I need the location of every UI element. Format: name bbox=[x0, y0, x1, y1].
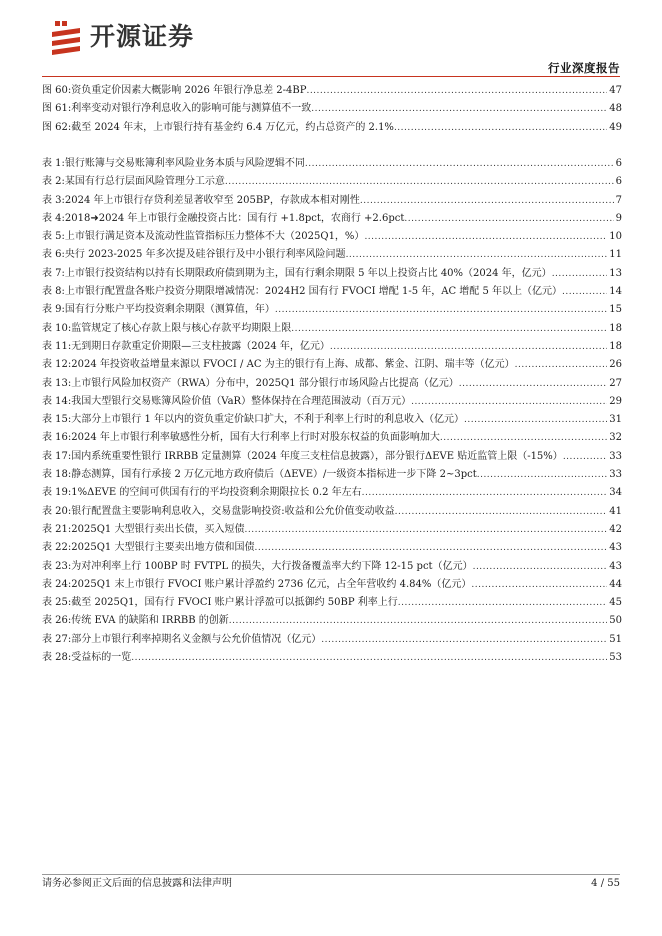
entry-page: 33 bbox=[609, 469, 622, 481]
entry-title: 央行 2023-2025 年多次提及硅谷银行及中小银行利率风险问题 bbox=[64, 249, 346, 261]
page-header bbox=[0, 0, 662, 78]
brand-name: 开源证券 bbox=[90, 22, 195, 51]
table-entry[interactable] bbox=[42, 466, 622, 484]
dot-leader bbox=[131, 649, 607, 667]
entry-page: 29 bbox=[609, 395, 622, 407]
dot-leader bbox=[275, 301, 607, 319]
entry-page: 27 bbox=[609, 377, 622, 389]
entry-title: 2024 年上市银行利率敏感性分析，国有大行利率上行时对股东权益的负面影响加大 bbox=[71, 432, 440, 444]
dot-leader bbox=[305, 155, 614, 173]
dot-leader bbox=[254, 539, 607, 557]
entry-page: 42 bbox=[609, 523, 622, 535]
dot-leader bbox=[411, 393, 607, 411]
entry-page: 43 bbox=[609, 542, 622, 554]
entry-label: 图 61: bbox=[42, 103, 72, 115]
table-entry[interactable] bbox=[42, 429, 622, 447]
entry-title: 大部分上市银行 1 年以内的资负重定价缺口扩大，不利于利率上行时的利息收入（亿元） bbox=[71, 414, 465, 426]
entry-page: 44 bbox=[609, 578, 622, 590]
entry-title: 上市银行满足资本及流动性监管指标压力整体不大（2025Q1，%） bbox=[64, 231, 365, 243]
entry-label: 表 21: bbox=[42, 523, 72, 535]
table-entry[interactable] bbox=[42, 210, 622, 228]
dot-leader bbox=[471, 576, 607, 594]
dot-leader bbox=[552, 265, 608, 283]
entry-label: 表 2: bbox=[42, 176, 65, 188]
dot-leader bbox=[515, 356, 608, 374]
entry-page: 9 bbox=[615, 212, 622, 224]
entry-title: 传统 EVA 的缺陷和 IRRBB 的创新 bbox=[71, 615, 229, 627]
table-entry[interactable] bbox=[42, 576, 622, 594]
entry-label: 表 13: bbox=[42, 377, 72, 389]
dot-leader bbox=[360, 192, 614, 210]
dot-leader bbox=[229, 612, 607, 630]
entry-page: 53 bbox=[609, 652, 622, 664]
table-entry[interactable] bbox=[42, 246, 622, 264]
entry-page: 6 bbox=[615, 176, 622, 188]
entry-title: 2025Q1 末上市银行 FVOCI 账户累计浮盈约 2736 亿元，占全年营收约 4.84%（亿元） bbox=[71, 578, 472, 590]
table-entry[interactable] bbox=[42, 375, 622, 393]
entry-title: 国有行分账户平均投资剩余期限（测算值，年） bbox=[64, 304, 275, 316]
entry-label: 表 14: bbox=[42, 395, 72, 407]
entry-label: 表 9: bbox=[42, 304, 65, 316]
dot-leader bbox=[562, 283, 607, 301]
entry-title: 1%ΔEVE 的空间可供国有行的平均投资剩余期限拉长 0.2 年左右 bbox=[71, 487, 362, 499]
entry-page: 10 bbox=[609, 231, 622, 243]
table-entry[interactable] bbox=[42, 393, 622, 411]
dot-leader bbox=[311, 100, 607, 118]
entry-title: 利率变动对银行净利息收入的影响可能与测算值不一致 bbox=[71, 103, 312, 115]
figure-entry[interactable] bbox=[42, 82, 622, 100]
table-entry[interactable] bbox=[42, 228, 622, 246]
table-entry[interactable] bbox=[42, 283, 622, 301]
entry-title: 国内系统重要性银行 IRRBB 定量测算（2024 年度三支柱信息披露），部分银行ΔEVE 贴近监管上限（-15%） bbox=[71, 450, 563, 462]
table-entry[interactable] bbox=[42, 631, 622, 649]
entry-label: 表 7: bbox=[42, 267, 65, 279]
entry-title: 2025Q1 大型银行主要卖出地方债和国债 bbox=[71, 542, 255, 554]
table-entry[interactable] bbox=[42, 320, 622, 338]
entry-label: 表 16: bbox=[42, 432, 72, 444]
entry-title: 资负重定价因素大概影响 2026 年银行净息差 2-4BP bbox=[71, 85, 307, 96]
entry-label: 图 62: bbox=[42, 121, 72, 133]
entry-label: 表 6: bbox=[42, 249, 65, 261]
entry-label: 表 25: bbox=[42, 597, 72, 609]
entry-label: 表 28: bbox=[42, 652, 72, 664]
entry-title: 2024 年上市银行存贷利差显著收窄至 205BP，存款成本相对刚性 bbox=[64, 194, 360, 206]
footer-disclaimer: 请务必参阅正文后面的信息披露和法律声明 bbox=[42, 878, 232, 889]
table-entry[interactable] bbox=[42, 411, 622, 429]
entry-label: 表 18: bbox=[42, 469, 72, 481]
dot-leader bbox=[321, 631, 607, 649]
figure-entry[interactable] bbox=[42, 119, 622, 137]
table-entry[interactable] bbox=[42, 612, 622, 630]
entry-page: 41 bbox=[609, 505, 622, 517]
figure-entry[interactable] bbox=[42, 100, 622, 118]
entry-page: 34 bbox=[609, 487, 622, 499]
entry-title: 银行配置盘主要影响利息收入，交易盘影响投资:收益和公允价值变动收益 bbox=[71, 505, 395, 517]
dot-leader bbox=[563, 448, 607, 466]
table-entry[interactable] bbox=[42, 356, 622, 374]
dot-leader bbox=[306, 82, 607, 100]
report-type-label: 行业深度报告 bbox=[548, 61, 620, 75]
dot-leader bbox=[364, 228, 607, 246]
entry-title: 静态测算，国有行承接 2 万亿元地方政府债后（ΔEVE）/一级资本指标进一步下降 2~3pct bbox=[71, 469, 477, 481]
entry-title: 上市银行配置盘各账户投资分期限增减情况：2024H2 国有行 FVOCI 增配 1-5 年，AC 增配 5 年以上（亿元） bbox=[64, 286, 563, 298]
entry-title: 某国有行总行层面风险管理分工示意 bbox=[64, 176, 225, 188]
entry-title: 截至 2024 年末，上市银行持有基金约 6.4 万亿元，约占总资产的 2.1% bbox=[71, 121, 394, 133]
entry-title: 2025Q1 大型银行卖出长债，买入短债 bbox=[71, 523, 245, 535]
entry-label: 表 11: bbox=[42, 340, 72, 352]
entry-page: 49 bbox=[609, 121, 622, 133]
entry-page: 7 bbox=[615, 194, 622, 206]
brand-logo-icon bbox=[50, 18, 84, 58]
entry-page: 11 bbox=[609, 249, 622, 261]
table-entry[interactable] bbox=[42, 192, 622, 210]
entry-page: 13 bbox=[609, 267, 622, 279]
dot-leader bbox=[473, 558, 608, 576]
entry-page: 32 bbox=[609, 432, 622, 444]
entry-label: 表 23: bbox=[42, 560, 72, 572]
entry-title: 截至 2025Q1，国有行 FVOCI 账户累计浮盈可以抵御约 50BP 利率上行 bbox=[71, 597, 398, 609]
table-entry[interactable] bbox=[42, 155, 622, 173]
entry-label: 图 60: bbox=[42, 85, 72, 96]
entry-page: 18 bbox=[609, 322, 622, 334]
entry-label: 表 5: bbox=[42, 231, 65, 243]
entry-label: 表 3: bbox=[42, 194, 65, 206]
entry-title: 监管规定了核心存款上限与核心存款平均期限上限 bbox=[71, 322, 292, 334]
dot-leader bbox=[404, 210, 613, 228]
entry-page: 50 bbox=[609, 615, 622, 627]
table-entry[interactable] bbox=[42, 338, 622, 356]
table-entry[interactable] bbox=[42, 649, 622, 667]
dot-leader bbox=[330, 338, 607, 356]
dot-leader bbox=[362, 484, 608, 502]
entry-page: 45 bbox=[609, 597, 622, 609]
table-entry[interactable] bbox=[42, 558, 622, 576]
entry-page: 18 bbox=[609, 340, 622, 352]
page-number: 4 / 55 bbox=[591, 878, 620, 889]
dot-leader bbox=[346, 246, 608, 264]
header-divider bbox=[42, 76, 620, 77]
entry-title: 无到期日存款重定价期限—三支柱披露（2024 年，亿元） bbox=[71, 340, 330, 352]
dot-leader bbox=[395, 503, 608, 521]
dot-leader bbox=[464, 411, 607, 429]
entry-title: 2024 年投资收益增量来源以 FVOCI / AC 为主的银行有上海、成都、紫金、江阴、瑞丰等（亿元） bbox=[71, 359, 515, 371]
entry-label: 表 4: bbox=[42, 212, 65, 224]
entry-label: 表 1: bbox=[42, 158, 65, 169]
entry-label: 表 27: bbox=[42, 633, 72, 645]
entry-label: 表 19: bbox=[42, 487, 72, 499]
table-entry[interactable] bbox=[42, 265, 622, 283]
entry-page: 14 bbox=[609, 286, 622, 298]
entry-label: 表 26: bbox=[42, 615, 72, 627]
entry-title: 银行账簿与交易账簿利率风险业务本质与风险逻辑不同 bbox=[64, 158, 305, 169]
table-entry[interactable] bbox=[42, 539, 622, 557]
entry-title: 上市银行投资结构以持有长期限政府债到期为主，国有行剩余期限 5 年以上投资占比 40%（2024 年，亿元） bbox=[64, 267, 552, 279]
entry-page: 48 bbox=[609, 103, 622, 115]
footer-divider bbox=[42, 874, 620, 875]
table-entry[interactable] bbox=[42, 484, 622, 502]
entry-page: 6 bbox=[615, 158, 622, 169]
dot-leader bbox=[394, 119, 607, 137]
dot-leader bbox=[477, 466, 608, 484]
entry-label: 表 8: bbox=[42, 286, 65, 298]
table-list bbox=[42, 155, 622, 667]
dot-leader bbox=[244, 521, 607, 539]
entry-page: 33 bbox=[609, 450, 622, 462]
dot-leader bbox=[225, 173, 614, 191]
entry-label: 表 22: bbox=[42, 542, 72, 554]
entry-title: 上市银行风险加权资产（RWA）分布中，2025Q1 部分银行市场风险占比提高（亿元） bbox=[71, 377, 459, 389]
entry-label: 表 15: bbox=[42, 414, 72, 426]
table-entry[interactable] bbox=[42, 503, 622, 521]
entry-label: 表 10: bbox=[42, 322, 72, 334]
entry-page: 47 bbox=[609, 85, 622, 96]
entry-label: 表 12: bbox=[42, 359, 72, 371]
entry-label: 表 20: bbox=[42, 505, 72, 517]
entry-page: 15 bbox=[609, 304, 622, 316]
dot-leader bbox=[291, 320, 607, 338]
entry-page: 43 bbox=[609, 560, 622, 572]
dot-leader bbox=[440, 429, 607, 447]
entry-title: 部分上市银行利率掉期名义金额与公允价值情况（亿元） bbox=[71, 633, 322, 645]
entry-label: 表 17: bbox=[42, 450, 72, 462]
entry-label: 表 24: bbox=[42, 578, 72, 590]
table-entry[interactable] bbox=[42, 521, 622, 539]
dot-leader bbox=[398, 594, 607, 612]
table-entry[interactable] bbox=[42, 448, 622, 466]
entry-title: 受益标的一览 bbox=[71, 652, 132, 664]
entry-title: 我国大型银行交易账簿风险价值（VaR）整体保持在合理范围波动（百万元） bbox=[71, 395, 412, 407]
entry-page: 51 bbox=[609, 633, 622, 645]
dot-leader bbox=[459, 375, 607, 393]
figure-list bbox=[42, 82, 622, 137]
entry-page: 26 bbox=[609, 359, 622, 371]
table-entry[interactable] bbox=[42, 594, 622, 612]
table-entry[interactable] bbox=[42, 301, 622, 319]
brand-logo bbox=[50, 18, 250, 58]
table-entry[interactable] bbox=[42, 173, 622, 191]
entry-page: 31 bbox=[609, 414, 622, 426]
entry-title: 为对冲利率上行 100BP 时 FVTPL 的损失，大行拨备覆盖率大约下降 12-15 pct（亿元） bbox=[71, 560, 473, 572]
entry-title: 2018➜2024 年上市银行金融投资占比：国有行 +1.8pct，农商行 +2.6pct bbox=[64, 212, 405, 224]
